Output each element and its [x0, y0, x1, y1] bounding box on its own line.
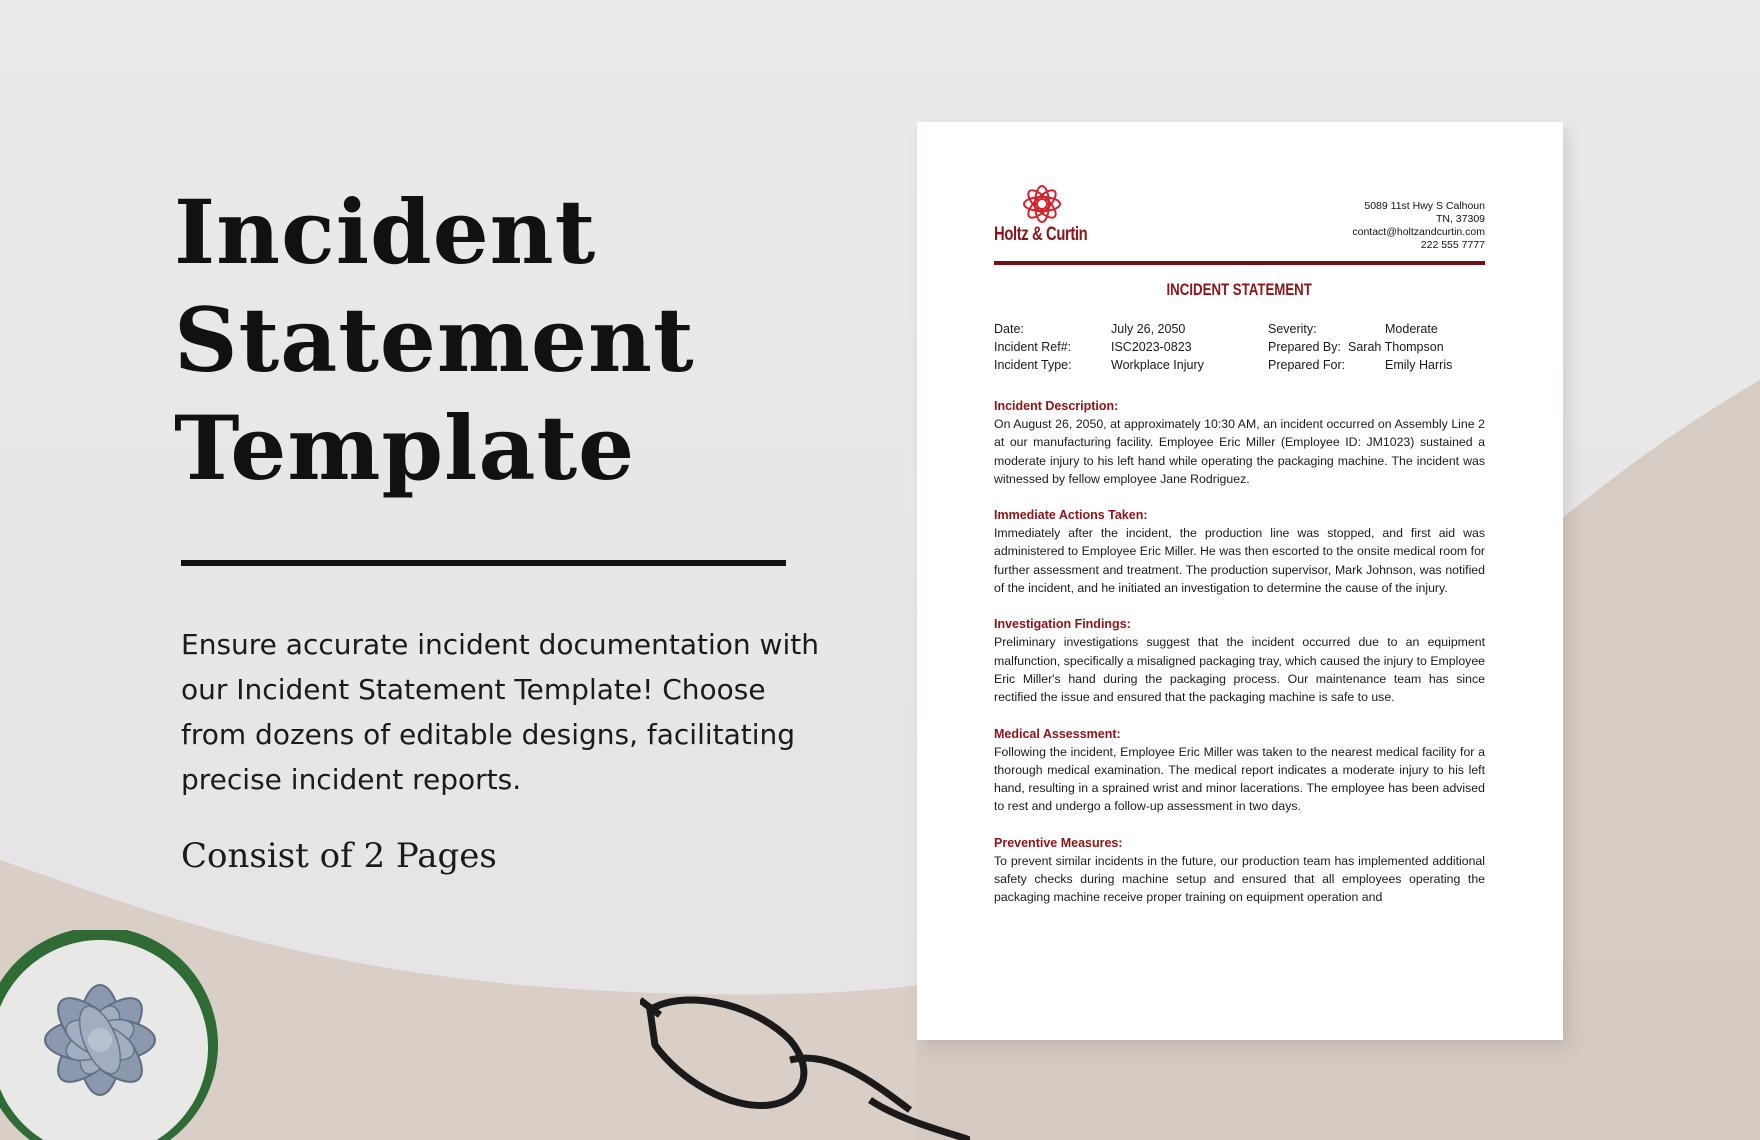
hero-title-line: Template: [174, 396, 636, 500]
section-medical-assessment: [994, 725, 1485, 816]
section-incident-description: [994, 397, 1485, 488]
section-body: Following the incident, Employee Eric Miller was taken to the nearest medical facility for a thorough medical examination. The medical report indicates a moderate injury to his left hand, resulting in a sprained wrist and minor lacerations. The employee has been advised to rest and undergo a follow-up assessment in two days.: [994, 744, 1485, 814]
prepared-for-value: Emily Harris: [1385, 358, 1453, 372]
section-investigation-findings: [994, 615, 1485, 706]
company-name: Holtz & Curtin: [994, 224, 1088, 245]
section-preventive-measures: [994, 834, 1485, 907]
document-title: INCIDENT STATEMENT: [1166, 280, 1313, 299]
meta-row: [994, 322, 1485, 340]
document-header-rule: [994, 261, 1485, 265]
section-immediate-actions: [994, 506, 1485, 597]
section-body: On August 26, 2050, at approximately 10:30 AM, an incident occurred on Assembly Line 2 at our manufacturing facility. Employee Eric Miller (Employee ID: JM1023) sustained a moderate injury to his left hand while operating the packaging machine. The incident was witnessed by fellow employee Jane Rodriguez.: [994, 417, 1485, 486]
hero-title-line: Statement: [174, 288, 695, 392]
company-address: [1225, 200, 1485, 252]
address-email: contact@holtzandcurtin.com: [1352, 226, 1485, 238]
type-label: Incident Type:: [994, 358, 1072, 372]
section-heading: Investigation Findings:: [994, 617, 1131, 632]
meta-row: [994, 340, 1485, 358]
hero-description: Ensure accurate incident documentation with our Incident Statement Template! Choose from dozens of editable designs, facilitating precise incident reports.: [181, 628, 819, 796]
date-value: July 26, 2050: [1111, 322, 1186, 336]
incident-meta: [994, 322, 1485, 376]
section-heading: Immediate Actions Taken:: [994, 508, 1148, 523]
section-body: Preliminary investigations suggest that the incident occurred due to an equipment malfunction, specifically a misaligned packaging tray, which caused the injury to Employee Eric Miller's hand during the packaging process. Our maintenance team has since rectified the issue and ensured that the packaging machine is safe to use.: [994, 635, 1485, 705]
company-logo: [994, 180, 1104, 250]
severity-label: Severity:: [1268, 322, 1317, 336]
section-heading: Medical Assessment:: [994, 726, 1121, 741]
document-sections: [994, 397, 1485, 925]
ref-label: Incident Ref#:: [994, 340, 1072, 354]
address-line: 5089 11st Hwy S Calhoun: [1364, 200, 1485, 212]
hero-title-line: Incident: [174, 180, 597, 284]
severity-value: Moderate: [1385, 322, 1438, 336]
section-heading: Preventive Measures:: [994, 835, 1123, 850]
date-label: Date:: [994, 322, 1024, 336]
type-value: Workplace Injury: [1111, 358, 1204, 372]
prepared-by-label: Prepared By:: [1268, 340, 1341, 354]
ref-value: ISC2023-0823: [1111, 340, 1192, 354]
prepared-by-value: Sarah Thompson: [1348, 340, 1444, 354]
document-page: [917, 122, 1563, 1040]
meta-row: [994, 358, 1485, 376]
hero-title: [174, 178, 794, 502]
section-body: Immediately after the incident, the production line was stopped, and first aid was administered to Employee Eric Miller. He was then escorted to the onsite medical room for further assessment and treatment. The production supervisor, Mark Johnson, was notified of the incident, and he initiated an investigation to determine the cause of the injury.: [994, 526, 1485, 596]
flower-logo-icon: [1016, 180, 1068, 228]
address-phone: 222 555 7777: [1420, 239, 1485, 251]
succulent-plant-image: [0, 930, 240, 1140]
hero-divider: [181, 560, 786, 566]
section-body: To prevent similar incidents in the future, our production team has implemented additional safety checks during machine setup and ensured that all employees operating the packaging machine receive proper training on equipment operation and: [994, 853, 1485, 905]
hero-pages-note: Consist of 2 Pages: [181, 836, 497, 876]
section-heading: Incident Description:: [994, 399, 1119, 413]
prepared-for-label: Prepared For:: [1268, 358, 1346, 372]
address-line: TN, 37309: [1435, 213, 1485, 225]
